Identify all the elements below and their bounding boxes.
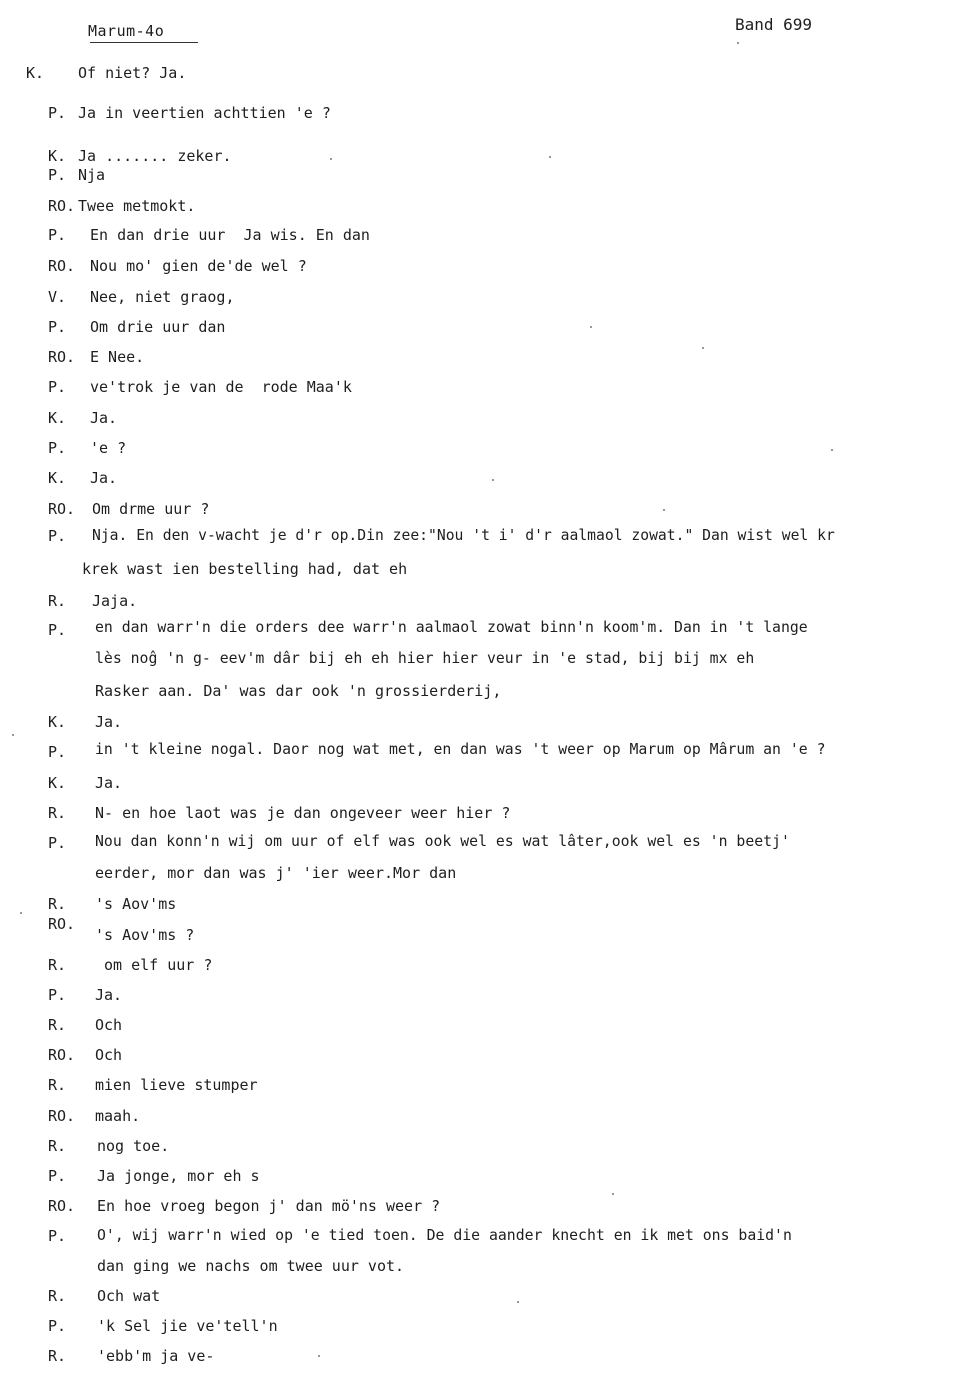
speaker-label: RO. [48,257,76,275]
transcript-line: eerder, mor dan was j' 'ier weer.Mor dan [95,864,457,882]
speaker-label: P. [48,439,67,457]
transcript-line: Ja ....... zeker. [78,147,232,165]
speaker-label: P. [48,378,67,396]
scan-speck [612,1193,614,1195]
speaker-label: R. [48,895,67,913]
speaker-label: K. [48,713,67,731]
speaker-label: R. [48,592,67,610]
transcript-line: Rasker aan. Da' was dar ook 'n grossierderij, [95,682,502,700]
transcript-line: 'ebb'm ja ve- [97,1347,215,1365]
speaker-label: P. [48,318,67,336]
transcript-line: Ja in veertien achttien 'e ? [78,104,331,122]
speaker-label: P. [48,166,67,184]
transcript-line: Of niet? Ja. [78,64,187,82]
transcript-line: Nja. En den v-wacht je d'r op.Din zee:"Nou 't i' d'r aalmaol zowat." Dan wist wel kr [92,527,835,544]
speaker-label: RO. [48,1107,76,1125]
speaker-label: R. [48,956,67,974]
transcript-line: Och [95,1046,123,1064]
document-title [88,22,164,40]
speaker-label: P. [48,527,67,545]
transcript-line: Ja jonge, mor eh s [97,1167,260,1185]
transcript-line: Ja. [95,713,123,731]
transcript-line: Ja. [90,409,118,427]
transcript-line: nog toe. [97,1137,170,1155]
transcript-line: Ja. [95,774,123,792]
speaker-label: RO. [48,500,76,518]
transcript-line: Ja. [95,986,123,1004]
speaker-label: P. [48,1167,67,1185]
transcript-line: En dan drie uur Ja wis. En dan [90,226,370,244]
transcript-line: Och [95,1016,123,1034]
transcript-line: Jaja. [92,592,138,610]
speaker-label: R. [48,1287,67,1305]
speaker-label: K. [48,147,67,165]
transcript-line: 'k Sel jie ve'tell'n [97,1317,278,1335]
transcript-line: En hoe vroeg begon j' dan mö'ns weer ? [97,1197,441,1215]
transcript-line: lès noĝ 'n g- eev'm dâr bij eh eh hier hier veur in 'e stad, bij bij mx eh [95,650,755,667]
scan-speck [549,156,551,158]
scan-speck [20,912,22,914]
transcript-line: Och wat [97,1287,161,1305]
scan-speck [831,449,833,451]
speaker-label: K. [26,64,45,82]
speaker-label: P. [48,226,67,244]
scan-speck [330,158,332,160]
speaker-label: RO. [48,915,76,933]
transcript-line: in 't kleine nogal. Daor nog wat met, en dan was 't weer op Marum op Mârum an 'e ? [95,741,826,758]
transcript-line: O', wij warr'n wied op 'e tied toen. De die aander knecht en ik met ons baid'n [97,1227,792,1244]
scan-speck [12,734,14,736]
transcript-line: N- en hoe laot was je dan ongeveer weer hier ? [95,804,511,822]
scan-speck [663,509,665,511]
band-number: Band 699 [735,15,813,34]
speaker-label: K. [48,469,67,487]
speaker-label: P. [48,1227,67,1245]
speaker-label: P. [48,986,67,1004]
transcript-line: krek wast ien bestelling had, dat eh [82,560,408,578]
transcript-line: en dan warr'n die orders dee warr'n aalmaol zowat binn'n koom'm. Dan in 't lange [95,619,808,636]
transcript-line: Nja [78,166,106,184]
speaker-label: R. [48,1016,67,1034]
transcript-line: Om drme uur ? [92,500,210,518]
speaker-label: K. [48,409,67,427]
transcript-line: Nee, niet graog, [90,288,235,306]
transcript-line: om elf uur ? [104,956,213,974]
speaker-label: R. [48,1137,67,1155]
transcript-line: Om drie uur dan [90,318,226,336]
transcript-line: ve'trok je van de rode Maa'k [90,378,352,396]
speaker-label: V. [48,288,67,306]
speaker-label: R. [48,1076,67,1094]
scan-speck [318,1355,320,1357]
speaker-label: R. [48,1347,67,1365]
transcript-line: Nou dan konn'n wij om uur of elf was ook wel es wat lâter,ook wel es 'n beetj' [95,833,790,850]
title-underline [90,42,198,43]
document-title-text: Marum-4o [88,22,165,40]
transcript-line: Ja. [90,469,118,487]
scan-speck [737,42,739,44]
speaker-label: RO. [48,348,76,366]
scan-speck [517,1301,519,1303]
transcript-line: 's Aov'ms [95,895,177,913]
transcript-line: E Nee. [90,348,145,366]
transcript-line: 'e ? [90,439,127,457]
scan-speck [702,347,704,349]
speaker-label: P. [48,104,67,122]
scan-speck [492,479,494,481]
transcript-line: 's Aov'ms ? [95,926,195,944]
speaker-label: K. [48,774,67,792]
speaker-label: RO. [48,1046,76,1064]
speaker-label: R. [48,804,67,822]
speaker-label: P. [48,1317,67,1335]
transcript-line: dan ging we nachs om twee uur vot. [97,1257,405,1275]
scan-speck [590,326,592,328]
speaker-label: P. [48,743,67,761]
speaker-label: P. [48,834,67,852]
speaker-label: P. [48,621,67,639]
transcript-line: mien lieve stumper [95,1076,258,1094]
speaker-label: RO. [48,1197,76,1215]
transcript-line: Twee metmokt. [78,197,196,215]
transcript-line: Nou mo' gien de'de wel ? [90,257,307,275]
speaker-label: RO. [48,197,76,215]
transcript-line: maah. [95,1107,141,1125]
